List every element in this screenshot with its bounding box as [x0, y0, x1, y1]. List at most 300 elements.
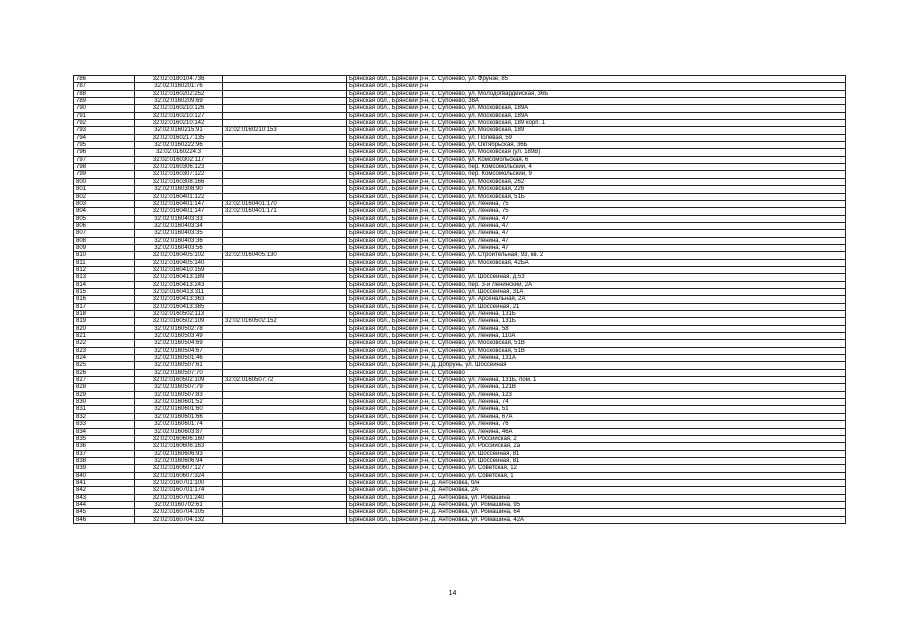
- row-number-cell: 820: [74, 325, 135, 332]
- address-cell: Брянская обл., Брянский р-н, с. Супонево, ул. Московская, 51В: [347, 347, 846, 354]
- table-row: [74, 244, 846, 251]
- linked-cadastral-number-cell: [223, 391, 347, 398]
- cadastral-number-cell: 32:02:0160210:142: [135, 120, 223, 127]
- table-row: [74, 501, 846, 508]
- cadastral-number-cell: 32:02:0160217:135: [135, 134, 223, 141]
- address-cell: Брянская обл., Брянский р-н, с. Супонево, ул. Ленина, 131Б: [347, 311, 846, 318]
- linked-cadastral-number-cell: [223, 369, 347, 376]
- cadastral-number-cell: 32:02:0160502:113: [135, 311, 223, 318]
- linked-cadastral-number-cell: [223, 222, 347, 229]
- table-row: [74, 171, 846, 178]
- row-number-cell: 791: [74, 112, 135, 119]
- linked-cadastral-number-cell: [223, 186, 347, 193]
- table-row: [74, 266, 846, 273]
- table-row: [74, 237, 846, 244]
- row-number-cell: 808: [74, 237, 135, 244]
- cadastral-number-cell: 32:02:0160413:385: [135, 303, 223, 310]
- address-cell: Брянская обл., Брянский р-н, с. Супонево, ул. Полевая, 59: [347, 134, 846, 141]
- row-number-cell: 813: [74, 274, 135, 281]
- cadastral-number-cell: 32:02:0160507:61: [135, 362, 223, 369]
- cadastral-number-cell: 32:02:0160606:160: [135, 435, 223, 442]
- address-cell: Брянская обл., Брянский р-н, с. Супонево, ул. Строительная, 93, кв. 2: [347, 252, 846, 259]
- address-cell: Брянская обл., Брянский р-н, с. Супонево, ул. Ленина, 75: [347, 200, 846, 207]
- address-cell: Брянская обл., Брянский р-н, с. Супонево, пер. Комсомольский, 9: [347, 171, 846, 178]
- row-number-cell: 842: [74, 487, 135, 494]
- table-row: [74, 193, 846, 200]
- cadastral-number-cell: 32:02:0160413:311: [135, 288, 223, 295]
- row-number-cell: 832: [74, 413, 135, 420]
- row-number-cell: 793: [74, 127, 135, 134]
- address-cell: Брянская обл., Брянский р-н, д. Антоновка, ул. Ромашина, 64: [347, 509, 846, 516]
- row-number-cell: 812: [74, 266, 135, 273]
- row-number-cell: 818: [74, 311, 135, 318]
- row-number-cell: 843: [74, 494, 135, 501]
- linked-cadastral-number-cell: 32:02:0160401:171: [223, 208, 347, 215]
- row-number-cell: 821: [74, 333, 135, 340]
- row-number-cell: 824: [74, 355, 135, 362]
- row-number-cell: 802: [74, 193, 135, 200]
- registry-table-body: [74, 76, 846, 524]
- address-cell: Брянская обл., Брянский р-н, с. Супонево, ул. Шоссейная, 21: [347, 303, 846, 310]
- address-cell: Брянская обл., Брянский р-н, с. Супонево, ул. Ленина, 75: [347, 208, 846, 215]
- page-number: 14: [448, 590, 457, 597]
- row-number-cell: 792: [74, 120, 135, 127]
- table-row: [74, 274, 846, 281]
- row-number-cell: 788: [74, 90, 135, 97]
- cadastral-number-cell: 32:02:0160504:69: [135, 340, 223, 347]
- address-cell: Брянская обл., Брянский р-н, с. Супонево, ул. Московская, 42БА: [347, 259, 846, 266]
- cadastral-number-cell: 32:02:0160601:60: [135, 406, 223, 413]
- table-row: [74, 208, 846, 215]
- table-row: [74, 494, 846, 501]
- row-number-cell: 809: [74, 244, 135, 251]
- cadastral-number-cell: 32:02:0160307:122: [135, 171, 223, 178]
- address-cell: Брянская обл., Брянский р-н, с. Супонево, ул. Комсомольская, 6: [347, 156, 846, 163]
- row-number-cell: 836: [74, 443, 135, 450]
- address-cell: Брянская обл., Брянский р-н, с. Супонево, ул. Московская, 262: [347, 178, 846, 185]
- address-cell: Брянская обл., Брянский р-н, с. Супонево, ул. Ленина, 121В: [347, 384, 846, 391]
- row-number-cell: 819: [74, 318, 135, 325]
- cadastral-number-cell: 32:02:0160403:34: [135, 222, 223, 229]
- table-row: [74, 215, 846, 222]
- linked-cadastral-number-cell: [223, 149, 347, 156]
- address-cell: Брянская обл., Брянский р-н, с. Супонево, ул. Ленина, 123: [347, 391, 846, 398]
- row-number-cell: 840: [74, 472, 135, 479]
- linked-cadastral-number-cell: [223, 90, 347, 97]
- row-number-cell: 790: [74, 105, 135, 112]
- cadastral-number-cell: 32:02:0160306:123: [135, 164, 223, 171]
- address-cell: Брянская обл., Брянский р-н, с. Супонево, ул. Шоссейная, 81: [347, 450, 846, 457]
- linked-cadastral-number-cell: [223, 435, 347, 442]
- address-cell: Брянская обл., Брянский р-н, с. Супонево, ул. Арсенальная, 2А: [347, 296, 846, 303]
- row-number-cell: 804: [74, 208, 135, 215]
- cadastral-number-cell: 32:02:0160701:240: [135, 494, 223, 501]
- linked-cadastral-number-cell: [223, 274, 347, 281]
- address-cell: Брянская обл., Брянский р-н, с. Супонево, ул. Московская, 189А: [347, 112, 846, 119]
- cadastral-number-cell: 32:02:0160403:35: [135, 230, 223, 237]
- table-row: [74, 413, 846, 420]
- address-cell: Брянская обл., Брянский р-н, с. Супонево, пер. Комсомольский, 4: [347, 164, 846, 171]
- row-number-cell: 797: [74, 156, 135, 163]
- linked-cadastral-number-cell: [223, 479, 347, 486]
- table-row: [74, 296, 846, 303]
- cadastral-number-cell: 32:02:0160224:3: [135, 149, 223, 156]
- linked-cadastral-number-cell: [223, 465, 347, 472]
- address-cell: Брянская обл., Брянский р-н, с. Супонево, ул. Московская (ул. 189В): [347, 149, 846, 156]
- address-cell: Брянская обл., Брянский р-н, с. Супонево, ул. Ленина, 58: [347, 325, 846, 332]
- table-row: [74, 369, 846, 376]
- address-cell: Брянская обл., Брянский р-н, с. Супонево, ул. Московская, 189: [347, 127, 846, 134]
- linked-cadastral-number-cell: [223, 340, 347, 347]
- table-row: [74, 333, 846, 340]
- address-cell: Брянская обл., Брянский р-н, с. Супонево, ул. Ленина, 47: [347, 222, 846, 229]
- cadastral-number-cell: 32:02:0160405:102: [135, 252, 223, 259]
- table-row: [74, 90, 846, 97]
- linked-cadastral-number-cell: [223, 134, 347, 141]
- row-number-cell: 786: [74, 76, 135, 83]
- cadastral-number-cell: 32:02:0160601:66: [135, 413, 223, 420]
- row-number-cell: 841: [74, 479, 135, 486]
- address-cell: Брянская обл., Брянский р-н, с. Супонево, ул. Ленина, 131Б: [347, 318, 846, 325]
- row-number-cell: 826: [74, 369, 135, 376]
- cadastral-number-cell: 32:02:0160701:100: [135, 479, 223, 486]
- linked-cadastral-number-cell: [223, 421, 347, 428]
- cadastral-number-cell: 32:02:0160502:109: [135, 318, 223, 325]
- linked-cadastral-number-cell: [223, 399, 347, 406]
- table-row: [74, 156, 846, 163]
- linked-cadastral-number-cell: [223, 516, 347, 523]
- address-cell: Брянская обл., Брянский р-н, с. Супонево, ул. Ленина, 51: [347, 406, 846, 413]
- table-row: [74, 149, 846, 156]
- table-row: [74, 399, 846, 406]
- address-cell: Брянская обл., Брянский р-н, д. Антоновка, ул. Ромашина, 95: [347, 501, 846, 508]
- cadastral-number-cell: 32:02:0160501:46: [135, 355, 223, 362]
- table-row: [74, 479, 846, 486]
- linked-cadastral-number-cell: [223, 142, 347, 149]
- table-row: [74, 105, 846, 112]
- table-row: [74, 384, 846, 391]
- linked-cadastral-number-cell: [223, 296, 347, 303]
- linked-cadastral-number-cell: [223, 98, 347, 105]
- table-row: [74, 230, 846, 237]
- cadastral-number-cell: 32:02:0160401:147: [135, 208, 223, 215]
- address-cell: Брянская обл., Брянский р-н, с. Супонево, ул. Ленина, 110А: [347, 333, 846, 340]
- linked-cadastral-number-cell: [223, 83, 347, 90]
- address-cell: Брянская обл., Брянский р-н, с. Супонево: [347, 266, 846, 273]
- linked-cadastral-number-cell: [223, 244, 347, 251]
- address-cell: Брянская обл., Брянский р-н, с. Супонево, ул. Российская, 2: [347, 435, 846, 442]
- cadastral-number-cell: 32:02:0160403:36: [135, 237, 223, 244]
- linked-cadastral-number-cell: [223, 362, 347, 369]
- cadastral-number-cell: 32:02:0160603:87: [135, 428, 223, 435]
- cadastral-number-cell: 32:02:0160704:132: [135, 516, 223, 523]
- cadastral-number-cell: 32:02:0160702:61: [135, 501, 223, 508]
- table-row: [74, 259, 846, 266]
- cadastral-number-cell: 32:02:0160601:74: [135, 421, 223, 428]
- address-cell: Брянская обл., Брянский р-н, с. Супонево, ул. Шоссейная, 31А: [347, 288, 846, 295]
- address-cell: Брянская обл., Брянский р-н, д. Добрунь, ул. Шоссейная: [347, 362, 846, 369]
- table-row: [74, 457, 846, 464]
- table-row: [74, 487, 846, 494]
- cadastral-number-cell: 32:02:0160209:69: [135, 98, 223, 105]
- table-row: [74, 178, 846, 185]
- address-cell: Брянская обл., Брянский р-н, с. Супонево, 38А: [347, 98, 846, 105]
- address-cell: Брянская обл., Брянский р-н, с. Супонево, ул. Московская, 189А: [347, 105, 846, 112]
- cadastral-number-cell: 32:02:0160201:76: [135, 83, 223, 90]
- cadastral-number-cell: 32:02:0180104:736: [135, 76, 223, 83]
- table-row: [74, 435, 846, 442]
- address-cell: Брянская обл., Брянский р-н, с. Супонево, ул. Московская, 226: [347, 186, 846, 193]
- table-row: [74, 98, 846, 105]
- row-number-cell: 815: [74, 288, 135, 295]
- address-cell: Брянская обл., Брянский р-н, д. Антоновка, б/н: [347, 479, 846, 486]
- linked-cadastral-number-cell: 32:02:0160405:130: [223, 252, 347, 259]
- cadastral-number-cell: 32:02:0160704:105: [135, 509, 223, 516]
- row-number-cell: 831: [74, 406, 135, 413]
- linked-cadastral-number-cell: [223, 333, 347, 340]
- linked-cadastral-number-cell: [223, 494, 347, 501]
- address-cell: Брянская обл., Брянский р-н, д. Антоновка, ул. Ромашина, 42А: [347, 516, 846, 523]
- address-cell: Брянская обл., Брянский р-н, с. Супонево, ул. Ленина, 131А: [347, 355, 846, 362]
- cadastral-number-cell: 32:02:0160503:49: [135, 333, 223, 340]
- address-cell: Брянская обл., Брянский р-н, с. Супонево, ул. Шоссейная, 81: [347, 457, 846, 464]
- linked-cadastral-number-cell: [223, 105, 347, 112]
- cadastral-number-cell: 32:02:0160403:33: [135, 215, 223, 222]
- table-row: [74, 362, 846, 369]
- address-cell: Брянская обл., Брянский р-н, с. Супонево, ул. Московская, 51В: [347, 340, 846, 347]
- row-number-cell: 825: [74, 362, 135, 369]
- row-number-cell: 787: [74, 83, 135, 90]
- linked-cadastral-number-cell: 32:02:0160507:72: [223, 377, 347, 384]
- linked-cadastral-number-cell: [223, 355, 347, 362]
- table-row: [74, 311, 846, 318]
- address-cell: Брянская обл., Брянский р-н, с. Супонево, ул. Ленина, 47: [347, 237, 846, 244]
- linked-cadastral-number-cell: [223, 487, 347, 494]
- linked-cadastral-number-cell: 32:02:0160210:153: [223, 127, 347, 134]
- linked-cadastral-number-cell: [223, 384, 347, 391]
- row-number-cell: 795: [74, 142, 135, 149]
- table-row: [74, 443, 846, 450]
- linked-cadastral-number-cell: [223, 193, 347, 200]
- table-row: [74, 355, 846, 362]
- row-number-cell: 807: [74, 230, 135, 237]
- cadastral-number-cell: 32:02:0160606:94: [135, 457, 223, 464]
- table-row: [74, 318, 846, 325]
- row-number-cell: 798: [74, 164, 135, 171]
- row-number-cell: 816: [74, 296, 135, 303]
- cadastral-number-cell: 32:02:0160403:56: [135, 244, 223, 251]
- row-number-cell: 803: [74, 200, 135, 207]
- linked-cadastral-number-cell: [223, 281, 347, 288]
- table-row: [74, 303, 846, 310]
- row-number-cell: 794: [74, 134, 135, 141]
- cadastral-number-cell: 32:02:0160504:67: [135, 347, 223, 354]
- registry-table: [73, 75, 846, 524]
- cadastral-number-cell: 32:02:0160606:93: [135, 450, 223, 457]
- row-number-cell: 814: [74, 281, 135, 288]
- table-row: [74, 391, 846, 398]
- address-cell: Брянская обл., Брянский р-н, с. Супонево: [347, 369, 846, 376]
- table-row: [74, 120, 846, 127]
- cadastral-number-cell: 32:02:0160202:252: [135, 90, 223, 97]
- row-number-cell: 800: [74, 178, 135, 185]
- linked-cadastral-number-cell: [223, 303, 347, 310]
- row-number-cell: 817: [74, 303, 135, 310]
- row-number-cell: 837: [74, 450, 135, 457]
- table-row: [74, 421, 846, 428]
- address-cell: Брянская обл., Брянский р-н, с. Супонево, ул. Ленина, 47: [347, 244, 846, 251]
- linked-cadastral-number-cell: [223, 112, 347, 119]
- linked-cadastral-number-cell: [223, 215, 347, 222]
- cadastral-number-cell: 32:02:0160308:166: [135, 178, 223, 185]
- linked-cadastral-number-cell: [223, 443, 347, 450]
- address-cell: Брянская обл., Брянский р-н, с. Супонево, ул. Шоссейная, д.53: [347, 274, 846, 281]
- cadastral-number-cell: 32:02:0160507:83: [135, 391, 223, 398]
- table-row: [74, 222, 846, 229]
- table-row: [74, 252, 846, 259]
- address-cell: Брянская обл., Брянский р-н, с. Супонево, ул. Ленина, 67А: [347, 413, 846, 420]
- address-cell: Брянская обл., Брянский р-н, с. Супонево, ул. Октябрьская, 36Б: [347, 142, 846, 149]
- linked-cadastral-number-cell: 32:02:0160502:152: [223, 318, 347, 325]
- table-row: [74, 406, 846, 413]
- linked-cadastral-number-cell: [223, 259, 347, 266]
- row-number-cell: 805: [74, 215, 135, 222]
- cadastral-number-cell: 32:02:0160222:96: [135, 142, 223, 149]
- linked-cadastral-number-cell: [223, 347, 347, 354]
- table-row: [74, 134, 846, 141]
- address-cell: Брянская обл., Брянский р-н, с. Супонево, ул. Ленина, 76: [347, 421, 846, 428]
- linked-cadastral-number-cell: [223, 311, 347, 318]
- row-number-cell: 830: [74, 399, 135, 406]
- address-cell: Брянская обл., Брянский р-н, с. Супонево, ул. Молодогвардейская, 36Б: [347, 90, 846, 97]
- linked-cadastral-number-cell: [223, 288, 347, 295]
- linked-cadastral-number-cell: [223, 509, 347, 516]
- linked-cadastral-number-cell: [223, 164, 347, 171]
- row-number-cell: 811: [74, 259, 135, 266]
- linked-cadastral-number-cell: [223, 450, 347, 457]
- address-cell: Брянская обл., Брянский р-н, с. Супонево, ул. Ленина, 47: [347, 215, 846, 222]
- row-number-cell: 789: [74, 98, 135, 105]
- address-cell: Брянская обл., Брянский р-н, д. Антоновка, 2А: [347, 487, 846, 494]
- table-row: [74, 76, 846, 83]
- row-number-cell: 829: [74, 391, 135, 398]
- linked-cadastral-number-cell: [223, 76, 347, 83]
- address-cell: Брянская обл., Брянский р-н, с. Супонево, ул. Ленина, 47: [347, 230, 846, 237]
- linked-cadastral-number-cell: [223, 472, 347, 479]
- row-number-cell: 822: [74, 340, 135, 347]
- linked-cadastral-number-cell: [223, 406, 347, 413]
- cadastral-number-cell: 32:02:0160601:52: [135, 399, 223, 406]
- row-number-cell: 833: [74, 421, 135, 428]
- linked-cadastral-number-cell: [223, 156, 347, 163]
- cadastral-number-cell: 32:02:0160413:189: [135, 274, 223, 281]
- linked-cadastral-number-cell: [223, 457, 347, 464]
- address-cell: Брянская обл., Брянский р-н, с. Супонево, ул. Ленина, 74: [347, 399, 846, 406]
- cadastral-number-cell: 32:02:0160507:79: [135, 384, 223, 391]
- cadastral-number-cell: 32:02:0160607:324: [135, 472, 223, 479]
- linked-cadastral-number-cell: [223, 171, 347, 178]
- row-number-cell: 801: [74, 186, 135, 193]
- cadastral-number-cell: 32:02:0160410:159: [135, 266, 223, 273]
- table-row: [74, 281, 846, 288]
- row-number-cell: 846: [74, 516, 135, 523]
- linked-cadastral-number-cell: 32:02:0160401:170: [223, 200, 347, 207]
- row-number-cell: 796: [74, 149, 135, 156]
- row-number-cell: 844: [74, 501, 135, 508]
- cadastral-number-cell: 32:02:0160215:91: [135, 127, 223, 134]
- address-cell: Брянская обл., Брянский р-н: [347, 83, 846, 90]
- address-cell: Брянская обл., Брянский р-н, с. Супонево, ул. Московская, 51Б: [347, 193, 846, 200]
- table-row: [74, 112, 846, 119]
- linked-cadastral-number-cell: [223, 178, 347, 185]
- linked-cadastral-number-cell: [223, 428, 347, 435]
- cadastral-number-cell: 32:02:0160210:126: [135, 105, 223, 112]
- row-number-cell: 827: [74, 377, 135, 384]
- table-row: [74, 472, 846, 479]
- table-row: [74, 200, 846, 207]
- table-row: [74, 428, 846, 435]
- cadastral-number-cell: 32:02:0160413:363: [135, 296, 223, 303]
- table-row: [74, 127, 846, 134]
- address-cell: Брянская обл., Брянский р-н, с. Супонево, ул. Советская, 1: [347, 472, 846, 479]
- cadastral-number-cell: 32:02:0160413:243: [135, 281, 223, 288]
- cadastral-number-cell: 32:02:0160302:117: [135, 156, 223, 163]
- address-cell: Брянская обл., Брянский р-н, д. Антоновка, ул. Ромашина: [347, 494, 846, 501]
- address-cell: Брянская обл., Брянский р-н, с. Супонево, ул. Московская, 189 корп. 1: [347, 120, 846, 127]
- table-row: [74, 377, 846, 384]
- linked-cadastral-number-cell: [223, 230, 347, 237]
- table-row: [74, 325, 846, 332]
- linked-cadastral-number-cell: [223, 266, 347, 273]
- address-cell: Брянская обл., Брянский р-н, с. Супонево, ул. Ленина, 131Б, пом. 1: [347, 377, 846, 384]
- row-number-cell: 839: [74, 465, 135, 472]
- row-number-cell: 835: [74, 435, 135, 442]
- row-number-cell: 828: [74, 384, 135, 391]
- table-row: [74, 516, 846, 523]
- cadastral-number-cell: 32:02:0160401:122: [135, 193, 223, 200]
- table-row: [74, 347, 846, 354]
- linked-cadastral-number-cell: [223, 120, 347, 127]
- address-cell: Брянская обл., Брянский р-н, с. Супонево, ул. Ленина, 46А: [347, 428, 846, 435]
- cadastral-number-cell: 32:02:0160607:127: [135, 465, 223, 472]
- linked-cadastral-number-cell: [223, 413, 347, 420]
- table-row: [74, 186, 846, 193]
- cadastral-number-cell: 32:02:0160502:78: [135, 325, 223, 332]
- address-cell: Брянская обл., Брянский р-н, с. Супонево, пер. 3-й Ленинский, 2А: [347, 281, 846, 288]
- table-row: [74, 340, 846, 347]
- cadastral-number-cell: 32:02:0160308:90: [135, 186, 223, 193]
- cadastral-number-cell: 32:02:0160210:127: [135, 112, 223, 119]
- row-number-cell: 810: [74, 252, 135, 259]
- cadastral-number-cell: 32:02:0160507:70: [135, 369, 223, 376]
- cadastral-number-cell: 32:02:0160606:163: [135, 443, 223, 450]
- row-number-cell: 806: [74, 222, 135, 229]
- address-cell: Брянская обл., Брянский р-н, с. Супонево, ул. Российская, 2а: [347, 443, 846, 450]
- table-row: [74, 465, 846, 472]
- row-number-cell: 838: [74, 457, 135, 464]
- row-number-cell: 799: [74, 171, 135, 178]
- table-row: [74, 509, 846, 516]
- linked-cadastral-number-cell: [223, 237, 347, 244]
- row-number-cell: 823: [74, 347, 135, 354]
- cadastral-number-cell: 32:02:0160502:109: [135, 377, 223, 384]
- table-row: [74, 83, 846, 90]
- linked-cadastral-number-cell: [223, 501, 347, 508]
- address-cell: Брянская обл., Брянский р-н, с. Супонево, ул. Советская, 12: [347, 465, 846, 472]
- table-row: [74, 288, 846, 295]
- row-number-cell: 845: [74, 509, 135, 516]
- table-row: [74, 450, 846, 457]
